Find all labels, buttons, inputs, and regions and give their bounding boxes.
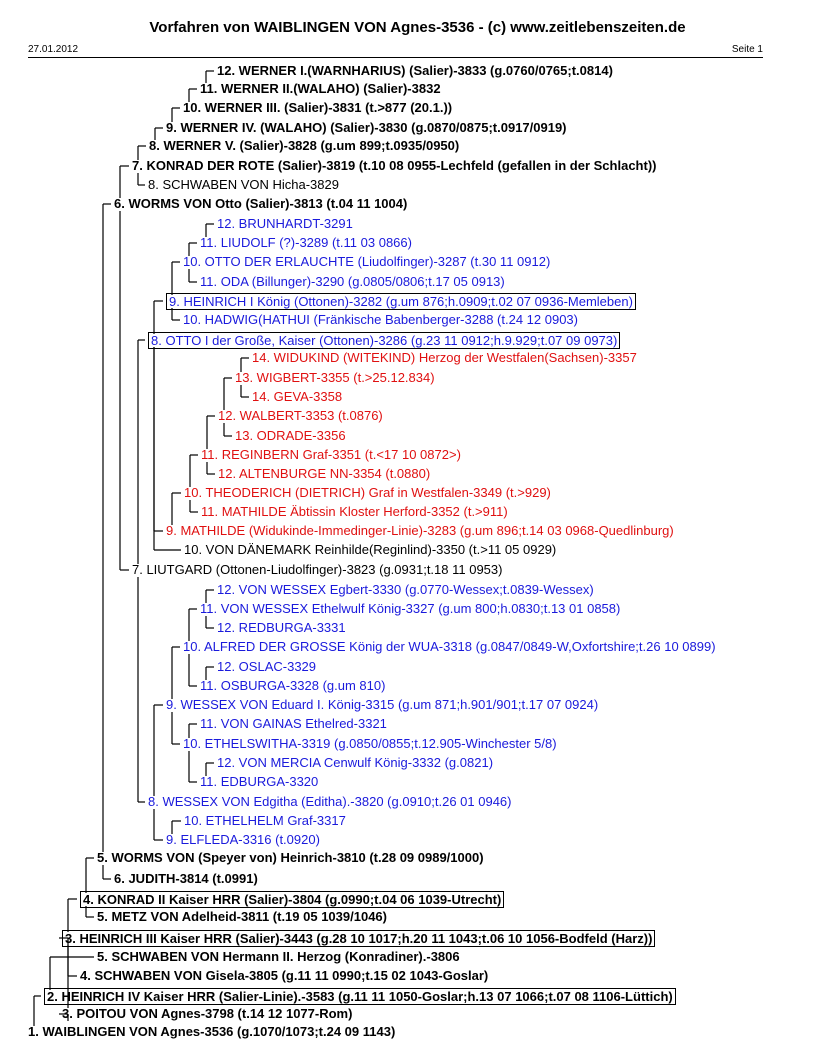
ancestor-entry: 6. WORMS VON Otto (Salier)-3813 (t.04 11 1004) — [114, 196, 408, 211]
print-date: 27.01.2012 — [28, 44, 79, 55]
ancestor-entry: 11. MATHILDE Äbtissin Kloster Herford-3352 (t.>911) — [201, 504, 508, 519]
ancestor-entry: 3. HEINRICH III Kaiser HRR (Salier)-3443 (g.28 10 1017;h.20 11 1043;t.06 10 1056-Bodfeld (Harz)) — [62, 930, 655, 947]
ancestor-entry: 11. EDBURGA-3320 — [200, 774, 319, 789]
ancestor-entry: 10. HADWIG(HATHUI (Fränkische Babenberger-3288 (t.24 12 0903) — [183, 312, 578, 327]
ancestor-entry: 7. KONRAD DER ROTE (Salier)-3819 (t.10 08 0955-Lechfeld (gefallen in der Schlacht)) — [132, 158, 657, 173]
page-number: Seite 1 — [731, 44, 763, 55]
ancestor-entry: 2. HEINRICH IV Kaiser HRR (Salier-Linie).-3583 (g.11 11 1050-Goslar;h.13 07 1066;t.07 08 1106-Lüttich) — [44, 988, 676, 1005]
ancestor-entry: 10. ETHELHELM Graf-3317 — [184, 813, 346, 828]
ancestor-entry: 9. WESSEX VON Eduard I. König-3315 (g.um 871;h.901/901;t.17 07 0924) — [166, 697, 599, 712]
ancestor-entry: 8. WESSEX VON Edgitha (Editha).-3820 (g.0910;t.26 01 0946) — [148, 794, 512, 809]
ancestor-entry: 11. VON WESSEX Ethelwulf König-3327 (g.um 800;h.0830;t.13 01 0858) — [200, 601, 621, 616]
ancestor-entry: 11. VON GAINAS Ethelred-3321 — [200, 716, 387, 731]
ancestor-entry: 12. BRUNHARDT-3291 — [217, 216, 353, 231]
ancestor-entry: 7. LIUTGARD (Ottonen-Liudolfinger)-3823 (g.0931;t.18 11 0953) — [132, 562, 503, 577]
ancestor-entry: 12. ALTENBURGE NN-3354 (t.0880) — [218, 466, 431, 481]
ancestor-entry: 11. LIUDOLF (?)-3289 (t.11 03 0866) — [200, 235, 412, 250]
ancestor-entry: 10. ALFRED DER GROSSE König der WUA-3318 (g.0847/0849-W,Oxfortshire;t.26 10 0899) — [183, 639, 716, 654]
ancestor-entry: 1. WAIBLINGEN VON Agnes-3536 (g.1070/1073;t.24 09 1143) — [28, 1024, 396, 1039]
ancestor-entry: 12. REDBURGA-3331 — [217, 620, 346, 635]
ancestor-entry: 13. ODRADE-3356 — [235, 428, 346, 443]
ancestor-entry: 9. ELFLEDA-3316 (t.0920) — [166, 832, 320, 847]
ancestor-entry: 10. OTTO DER ERLAUCHTE (Liudolfinger)-3287 (t.30 11 0912) — [183, 254, 551, 269]
ancestor-entry: 8. SCHWABEN VON Hicha-3829 — [148, 177, 339, 192]
ancestor-entry: 12. VON WESSEX Egbert-3330 (g.0770-Wessex;t.0839-Wessex) — [217, 582, 594, 597]
ancestor-entry: 11. ODA (Billunger)-3290 (g.0805/0806;t.17 05 0913) — [200, 274, 505, 289]
ancestor-entry: 10. ETHELSWITHA-3319 (g.0850/0855;t.12.905-Winchester 5/8) — [183, 736, 557, 751]
ancestor-entry: 12. WERNER I.(WARNHARIUS) (Salier)-3833 (g.0760/0765;t.0814) — [217, 63, 613, 78]
ancestor-entry: 3. POITOU VON Agnes-3798 (t.14 12 1077-Rom) — [62, 1006, 353, 1021]
ancestor-entry: 4. KONRAD II Kaiser HRR (Salier)-3804 (g.0990;t.04 06 1039-Utrecht) — [80, 891, 504, 908]
ancestor-entry: 10. WERNER III. (Salier)-3831 (t.>877 (20.1.)) — [183, 100, 453, 115]
ancestor-entry: 11. WERNER II.(WALAHO) (Salier)-3832 — [200, 81, 441, 96]
ancestor-entry: 9. WERNER IV. (WALAHO) (Salier)-3830 (g.0870/0875;t.0917/0919) — [166, 120, 567, 135]
ancestor-entry: 11. OSBURGA-3328 (g.um 810) — [200, 678, 386, 693]
ancestor-entry: 10. VON DÄNEMARK Reinhilde(Reginlind)-3350 (t.>11 05 0929) — [184, 542, 557, 557]
ancestor-entry: 12. VON MERCIA Cenwulf König-3332 (g.0821) — [217, 755, 494, 770]
ancestor-entry: 9. HEINRICH I König (Ottonen)-3282 (g.um 876;h.0909;t.02 07 0936-Memleben) — [166, 293, 636, 310]
ancestor-entry: 9. MATHILDE (Widukinde-Immedinger-Linie)-3283 (g.um 896;t.14 03 0968-Quedlinburg) — [166, 523, 674, 538]
ancestor-entry: 12. WALBERT-3353 (t.0876) — [218, 408, 383, 423]
ancestor-entry: 8. WERNER V. (Salier)-3828 (g.um 899;t.0935/0950) — [149, 138, 460, 153]
ancestor-entry: 14. GEVA-3358 — [252, 389, 343, 404]
document-title: Vorfahren von WAIBLINGEN VON Agnes-3536 - (c) www.zeitlebenszeiten.de — [149, 19, 686, 36]
ancestor-entry: 10. THEODERICH (DIETRICH) Graf in Westfalen-3349 (t.>929) — [184, 485, 551, 500]
ancestor-entry: 5. METZ VON Adelheid-3811 (t.19 05 1039/1046) — [97, 909, 387, 924]
ancestor-entry: 12. OSLAC-3329 — [217, 659, 317, 674]
ancestor-entry: 4. SCHWABEN VON Gisela-3805 (g.11 11 0990;t.15 02 1043-Goslar) — [80, 968, 489, 983]
ancestor-entry: 13. WIGBERT-3355 (t.>25.12.834) — [235, 370, 435, 385]
ancestor-entry: 6. JUDITH-3814 (t.0991) — [114, 871, 258, 886]
ancestor-entry: 11. REGINBERN Graf-3351 (t.<17 10 0872>) — [201, 447, 461, 462]
ancestor-entry: 5. SCHWABEN VON Hermann II. Herzog (Konradiner).-3806 — [97, 949, 460, 964]
ancestor-entry: 14. WIDUKIND (WITEKIND) Herzog der Westfalen(Sachsen)-3357 — [252, 350, 637, 365]
ancestor-entry: 8. OTTO I der Große, Kaiser (Ottonen)-3286 (g.23 11 0912;h.9.929;t.07 09 0973) — [148, 332, 620, 349]
ancestor-entry: 5. WORMS VON (Speyer von) Heinrich-3810 (t.28 09 0989/1000) — [97, 850, 484, 865]
